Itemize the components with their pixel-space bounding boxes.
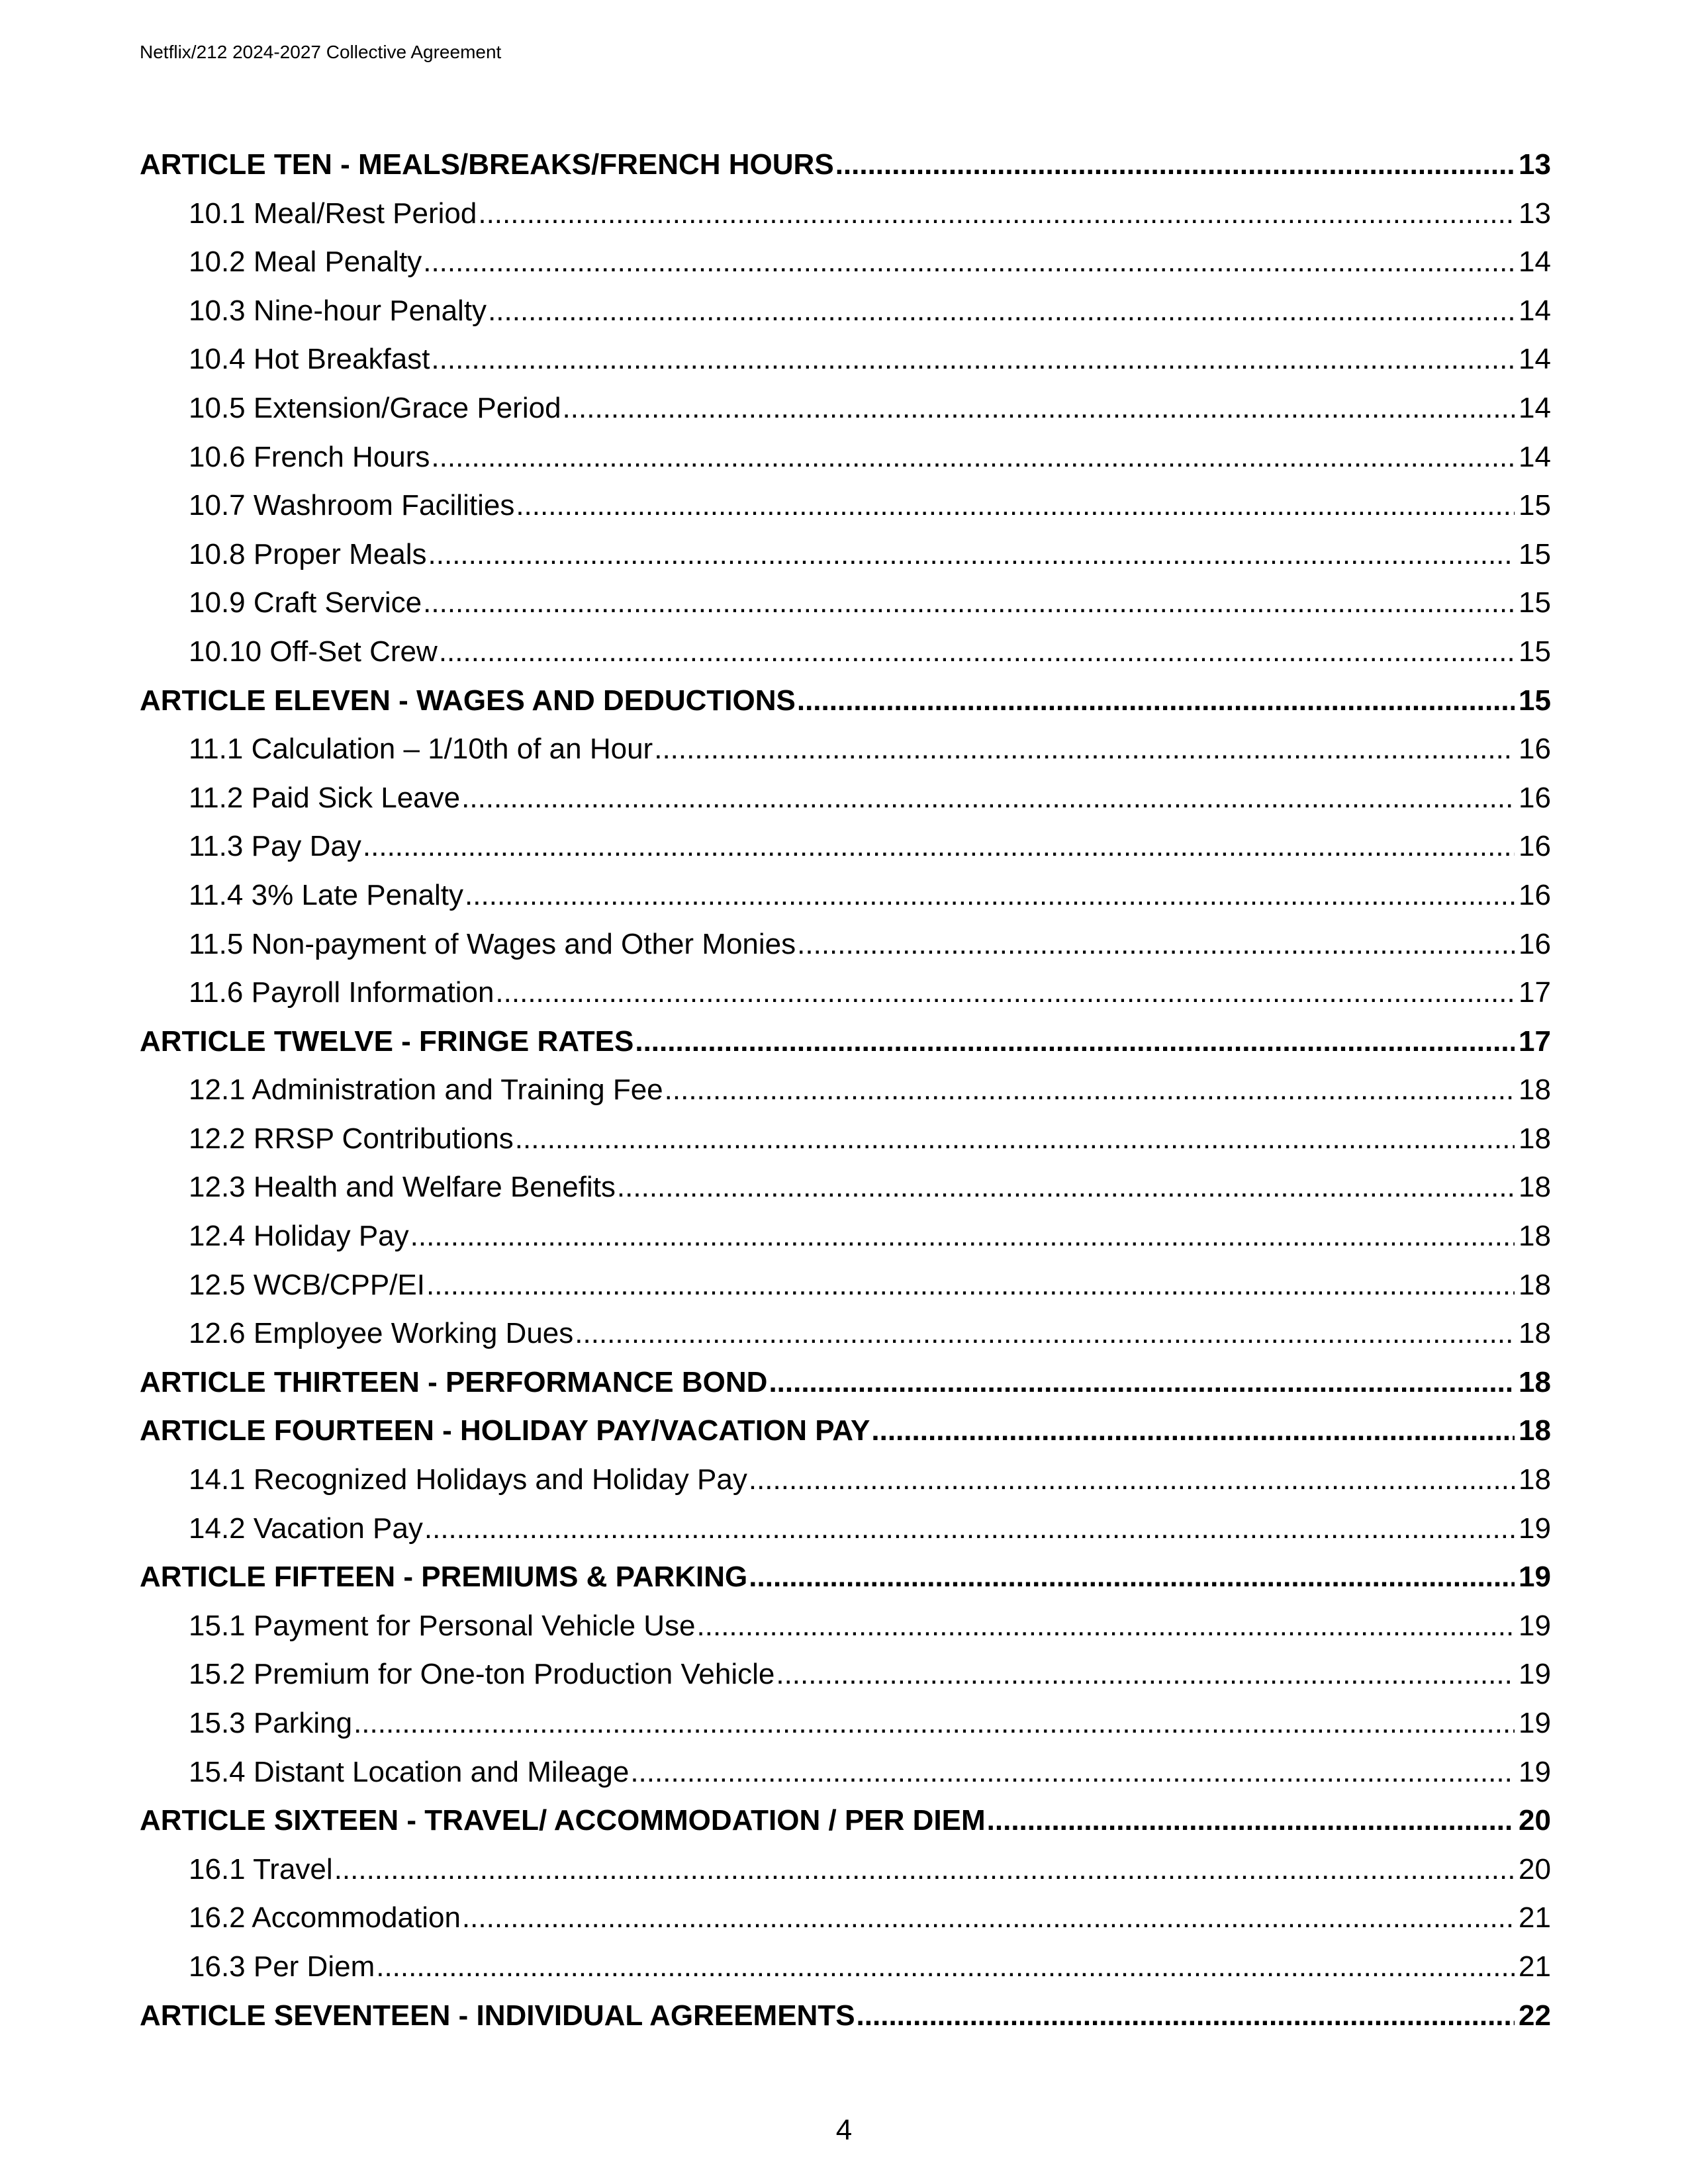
toc-entry-page: 14 xyxy=(1519,391,1551,424)
dot-leader xyxy=(516,487,1515,524)
toc-entry-page: 14 xyxy=(1519,343,1551,376)
dot-leader xyxy=(353,1705,1515,1742)
dot-leader xyxy=(871,1412,1515,1449)
toc-entry-label: 10.3 Nine-hour Penalty xyxy=(189,294,487,327)
toc-entry-section[interactable] xyxy=(140,1071,1551,1120)
toc-entry-page: 19 xyxy=(1519,1609,1551,1642)
dot-leader xyxy=(575,1315,1515,1352)
toc-entry-label: 15.1 Payment for Personal Vehicle Use xyxy=(189,1609,696,1642)
toc-entry-label: 12.4 Holiday Pay xyxy=(189,1220,409,1253)
toc-entry-section[interactable] xyxy=(140,1315,1551,1364)
toc-entry-label: 10.2 Meal Penalty xyxy=(189,246,422,279)
toc-entry-label: ARTICLE TEN - MEALS/BREAKS/FRENCH HOURS xyxy=(140,148,834,181)
toc-entry-section[interactable] xyxy=(140,1754,1551,1803)
toc-entry-section[interactable] xyxy=(140,1267,1551,1316)
toc-entry-section[interactable] xyxy=(140,1851,1551,1900)
toc-entry-label: 16.1 Travel xyxy=(189,1852,333,1886)
toc-entry-label: 11.4 3% Late Penalty xyxy=(189,878,464,911)
toc-entry-section[interactable] xyxy=(140,195,1551,244)
toc-entry-section[interactable] xyxy=(140,1218,1551,1267)
toc-entry-label: 12.6 Employee Working Dues xyxy=(189,1317,574,1350)
dot-leader xyxy=(376,1948,1515,1985)
toc-entry-article[interactable] xyxy=(140,682,1551,731)
toc-entry-section[interactable] xyxy=(140,1169,1551,1218)
toc-entry-page: 22 xyxy=(1519,1999,1551,2032)
toc-entry-label: ARTICLE SEVENTEEN - INDIVIDUAL AGREEMENTS xyxy=(140,1999,855,2032)
toc-entry-page: 18 xyxy=(1519,1073,1551,1107)
toc-entry-page: 15 xyxy=(1519,635,1551,668)
toc-entry-section[interactable] xyxy=(140,341,1551,390)
dot-leader xyxy=(488,293,1515,330)
toc-entry-page: 20 xyxy=(1519,1804,1551,1837)
toc-entry-label: 10.4 Hot Breakfast xyxy=(189,343,430,376)
toc-entry-article[interactable] xyxy=(140,1559,1551,1608)
dot-leader xyxy=(987,1802,1515,1839)
toc-entry-page: 17 xyxy=(1519,1024,1551,1058)
toc-entry-label: 12.1 Administration and Training Fee xyxy=(189,1073,663,1107)
toc-entry-article[interactable] xyxy=(140,146,1551,195)
toc-entry-page: 15 xyxy=(1519,537,1551,570)
dot-leader xyxy=(478,195,1515,232)
dot-leader xyxy=(515,1120,1515,1158)
toc-entry-section[interactable] xyxy=(140,828,1551,877)
toc-entry-label: 12.2 RRSP Contributions xyxy=(189,1122,514,1155)
dot-leader xyxy=(797,682,1515,719)
toc-entry-label: 12.5 WCB/CPP/EI xyxy=(189,1268,426,1301)
dot-leader xyxy=(665,1071,1515,1109)
toc-entry-section[interactable] xyxy=(140,584,1551,633)
toc-entry-section[interactable] xyxy=(140,731,1551,780)
toc-entry-page: 15 xyxy=(1519,489,1551,522)
toc-entry-label: 10.7 Washroom Facilities xyxy=(189,489,515,522)
dot-leader xyxy=(424,1510,1515,1547)
toc-entry-label: ARTICLE ELEVEN - WAGES AND DEDUCTIONS xyxy=(140,684,796,717)
toc-entry-section[interactable] xyxy=(140,1608,1551,1657)
toc-entry-label: 11.5 Non-payment of Wages and Other Monies xyxy=(189,927,796,960)
dot-leader xyxy=(439,633,1515,670)
toc-entry-section[interactable] xyxy=(140,1948,1551,1997)
toc-entry-page: 16 xyxy=(1519,927,1551,960)
toc-entry-page: 14 xyxy=(1519,440,1551,473)
toc-entry-page: 17 xyxy=(1519,976,1551,1009)
toc-entry-label: ARTICLE FIFTEEN - PREMIUMS & PARKING xyxy=(140,1561,748,1594)
toc-entry-section[interactable] xyxy=(140,974,1551,1023)
toc-entry-page: 16 xyxy=(1519,830,1551,863)
toc-entry-page: 18 xyxy=(1519,1463,1551,1496)
dot-leader xyxy=(769,1364,1515,1401)
toc-entry-label: 14.1 Recognized Holidays and Holiday Pay xyxy=(189,1463,747,1496)
toc-entry-label: 11.3 Pay Day xyxy=(189,830,361,863)
toc-entry-page: 14 xyxy=(1519,246,1551,279)
toc-entry-label: 16.3 Per Diem xyxy=(189,1950,375,1983)
dot-leader xyxy=(776,1656,1515,1693)
dot-leader xyxy=(563,390,1515,427)
toc-entry-section[interactable] xyxy=(140,1899,1551,1948)
toc-entry-page: 13 xyxy=(1519,197,1551,230)
dot-leader xyxy=(363,828,1515,865)
toc-entry-section[interactable] xyxy=(140,487,1551,536)
toc-entry-section[interactable] xyxy=(140,1461,1551,1510)
toc-entry-label: 15.2 Premium for One-ton Production Vehicle xyxy=(189,1658,775,1691)
toc-entry-page: 16 xyxy=(1519,781,1551,814)
dot-leader xyxy=(495,974,1515,1011)
toc-entry-section[interactable] xyxy=(140,780,1551,829)
toc-entry-section[interactable] xyxy=(140,1120,1551,1169)
toc-entry-section[interactable] xyxy=(140,244,1551,293)
dot-leader xyxy=(654,731,1515,768)
toc-entry-page: 19 xyxy=(1519,1561,1551,1594)
toc-entry-page: 18 xyxy=(1519,1365,1551,1398)
toc-entry-label: ARTICLE TWELVE - FRINGE RATES xyxy=(140,1024,634,1058)
toc-entry-label: 10.1 Meal/Rest Period xyxy=(189,197,477,230)
toc-entry-page: 15 xyxy=(1519,684,1551,717)
toc-entry-section[interactable] xyxy=(140,1705,1551,1754)
toc-entry-page: 21 xyxy=(1519,1950,1551,1983)
toc-entry-page: 16 xyxy=(1519,733,1551,766)
dot-leader xyxy=(797,926,1515,963)
dot-leader xyxy=(423,244,1515,281)
toc-entry-page: 14 xyxy=(1519,294,1551,327)
toc-entry-label: 11.2 Paid Sick Leave xyxy=(189,781,461,814)
dot-leader xyxy=(431,341,1515,378)
toc-entry-article[interactable] xyxy=(140,1802,1551,1851)
dot-leader xyxy=(462,1899,1515,1936)
dot-leader xyxy=(749,1461,1515,1498)
toc-entry-label: 14.2 Vacation Pay xyxy=(189,1512,423,1545)
toc-entry-label: ARTICLE FOURTEEN - HOLIDAY PAY/VACATION PAY xyxy=(140,1414,870,1447)
dot-leader xyxy=(630,1754,1515,1791)
toc-entry-label: 10.8 Proper Meals xyxy=(189,537,427,570)
dot-leader xyxy=(835,146,1515,183)
dot-leader xyxy=(334,1851,1515,1888)
toc-entry-article[interactable] xyxy=(140,1997,1551,2046)
toc-entry-label: 10.6 French Hours xyxy=(189,440,430,473)
toc-entry-page: 13 xyxy=(1519,148,1551,181)
toc-entry-label: ARTICLE THIRTEEN - PERFORMANCE BOND xyxy=(140,1365,768,1398)
page-number: 4 xyxy=(835,2114,853,2146)
toc-entry-page: 19 xyxy=(1519,1512,1551,1545)
dot-leader xyxy=(697,1608,1515,1645)
table-of-contents xyxy=(140,146,1551,2046)
toc-entry-label: 11.1 Calculation – 1/10th of an Hour xyxy=(189,733,653,766)
toc-entry-page: 18 xyxy=(1519,1268,1551,1301)
toc-entry-label: 12.3 Health and Welfare Benefits xyxy=(189,1171,616,1204)
dot-leader xyxy=(431,439,1515,476)
toc-entry-section[interactable] xyxy=(140,1656,1551,1705)
toc-entry-section[interactable] xyxy=(140,293,1551,341)
toc-entry-page: 18 xyxy=(1519,1414,1551,1447)
dot-leader xyxy=(635,1023,1515,1060)
toc-entry-page: 15 xyxy=(1519,586,1551,619)
dot-leader xyxy=(461,780,1515,817)
toc-entry-section[interactable] xyxy=(140,633,1551,682)
toc-entry-label: 10.10 Off-Set Crew xyxy=(189,635,438,668)
toc-entry-page: 20 xyxy=(1519,1852,1551,1886)
toc-entry-page: 16 xyxy=(1519,878,1551,911)
toc-entry-section[interactable] xyxy=(140,1510,1551,1559)
dot-leader xyxy=(423,584,1515,621)
dot-leader xyxy=(857,1997,1515,2034)
toc-entry-label: 11.6 Payroll Information xyxy=(189,976,494,1009)
toc-entry-section[interactable] xyxy=(140,877,1551,926)
toc-entry-article[interactable] xyxy=(140,1023,1551,1072)
toc-entry-page: 19 xyxy=(1519,1755,1551,1788)
toc-entry-page: 18 xyxy=(1519,1122,1551,1155)
toc-entry-label: 10.5 Extension/Grace Period xyxy=(189,391,561,424)
toc-entry-label: 15.3 Parking xyxy=(189,1707,353,1739)
toc-entry-page: 18 xyxy=(1519,1171,1551,1204)
toc-entry-label: ARTICLE SIXTEEN - TRAVEL/ ACCOMMODATION / PER DIEM xyxy=(140,1804,986,1837)
toc-entry-page: 18 xyxy=(1519,1317,1551,1350)
dot-leader xyxy=(410,1218,1515,1255)
toc-entry-page: 19 xyxy=(1519,1658,1551,1691)
dot-leader xyxy=(749,1559,1515,1596)
dot-leader xyxy=(617,1169,1515,1206)
dot-leader xyxy=(428,536,1515,573)
toc-entry-section[interactable] xyxy=(140,926,1551,975)
toc-entry-page: 19 xyxy=(1519,1707,1551,1739)
toc-entry-label: 15.4 Distant Location and Mileage xyxy=(189,1755,630,1788)
toc-entry-section[interactable] xyxy=(140,439,1551,488)
toc-entry-page: 21 xyxy=(1519,1901,1551,1934)
toc-entry-article[interactable] xyxy=(140,1412,1551,1461)
toc-entry-article[interactable] xyxy=(140,1364,1551,1413)
document-header: Netflix/212 2024-2027 Collective Agreement xyxy=(140,42,502,62)
toc-entry-label: 16.2 Accommodation xyxy=(189,1901,461,1934)
toc-entry-section[interactable] xyxy=(140,390,1551,439)
toc-entry-page: 18 xyxy=(1519,1220,1551,1253)
dot-leader xyxy=(426,1267,1515,1304)
toc-entry-label: 10.9 Craft Service xyxy=(189,586,422,619)
toc-entry-section[interactable] xyxy=(140,536,1551,585)
dot-leader xyxy=(465,877,1515,914)
